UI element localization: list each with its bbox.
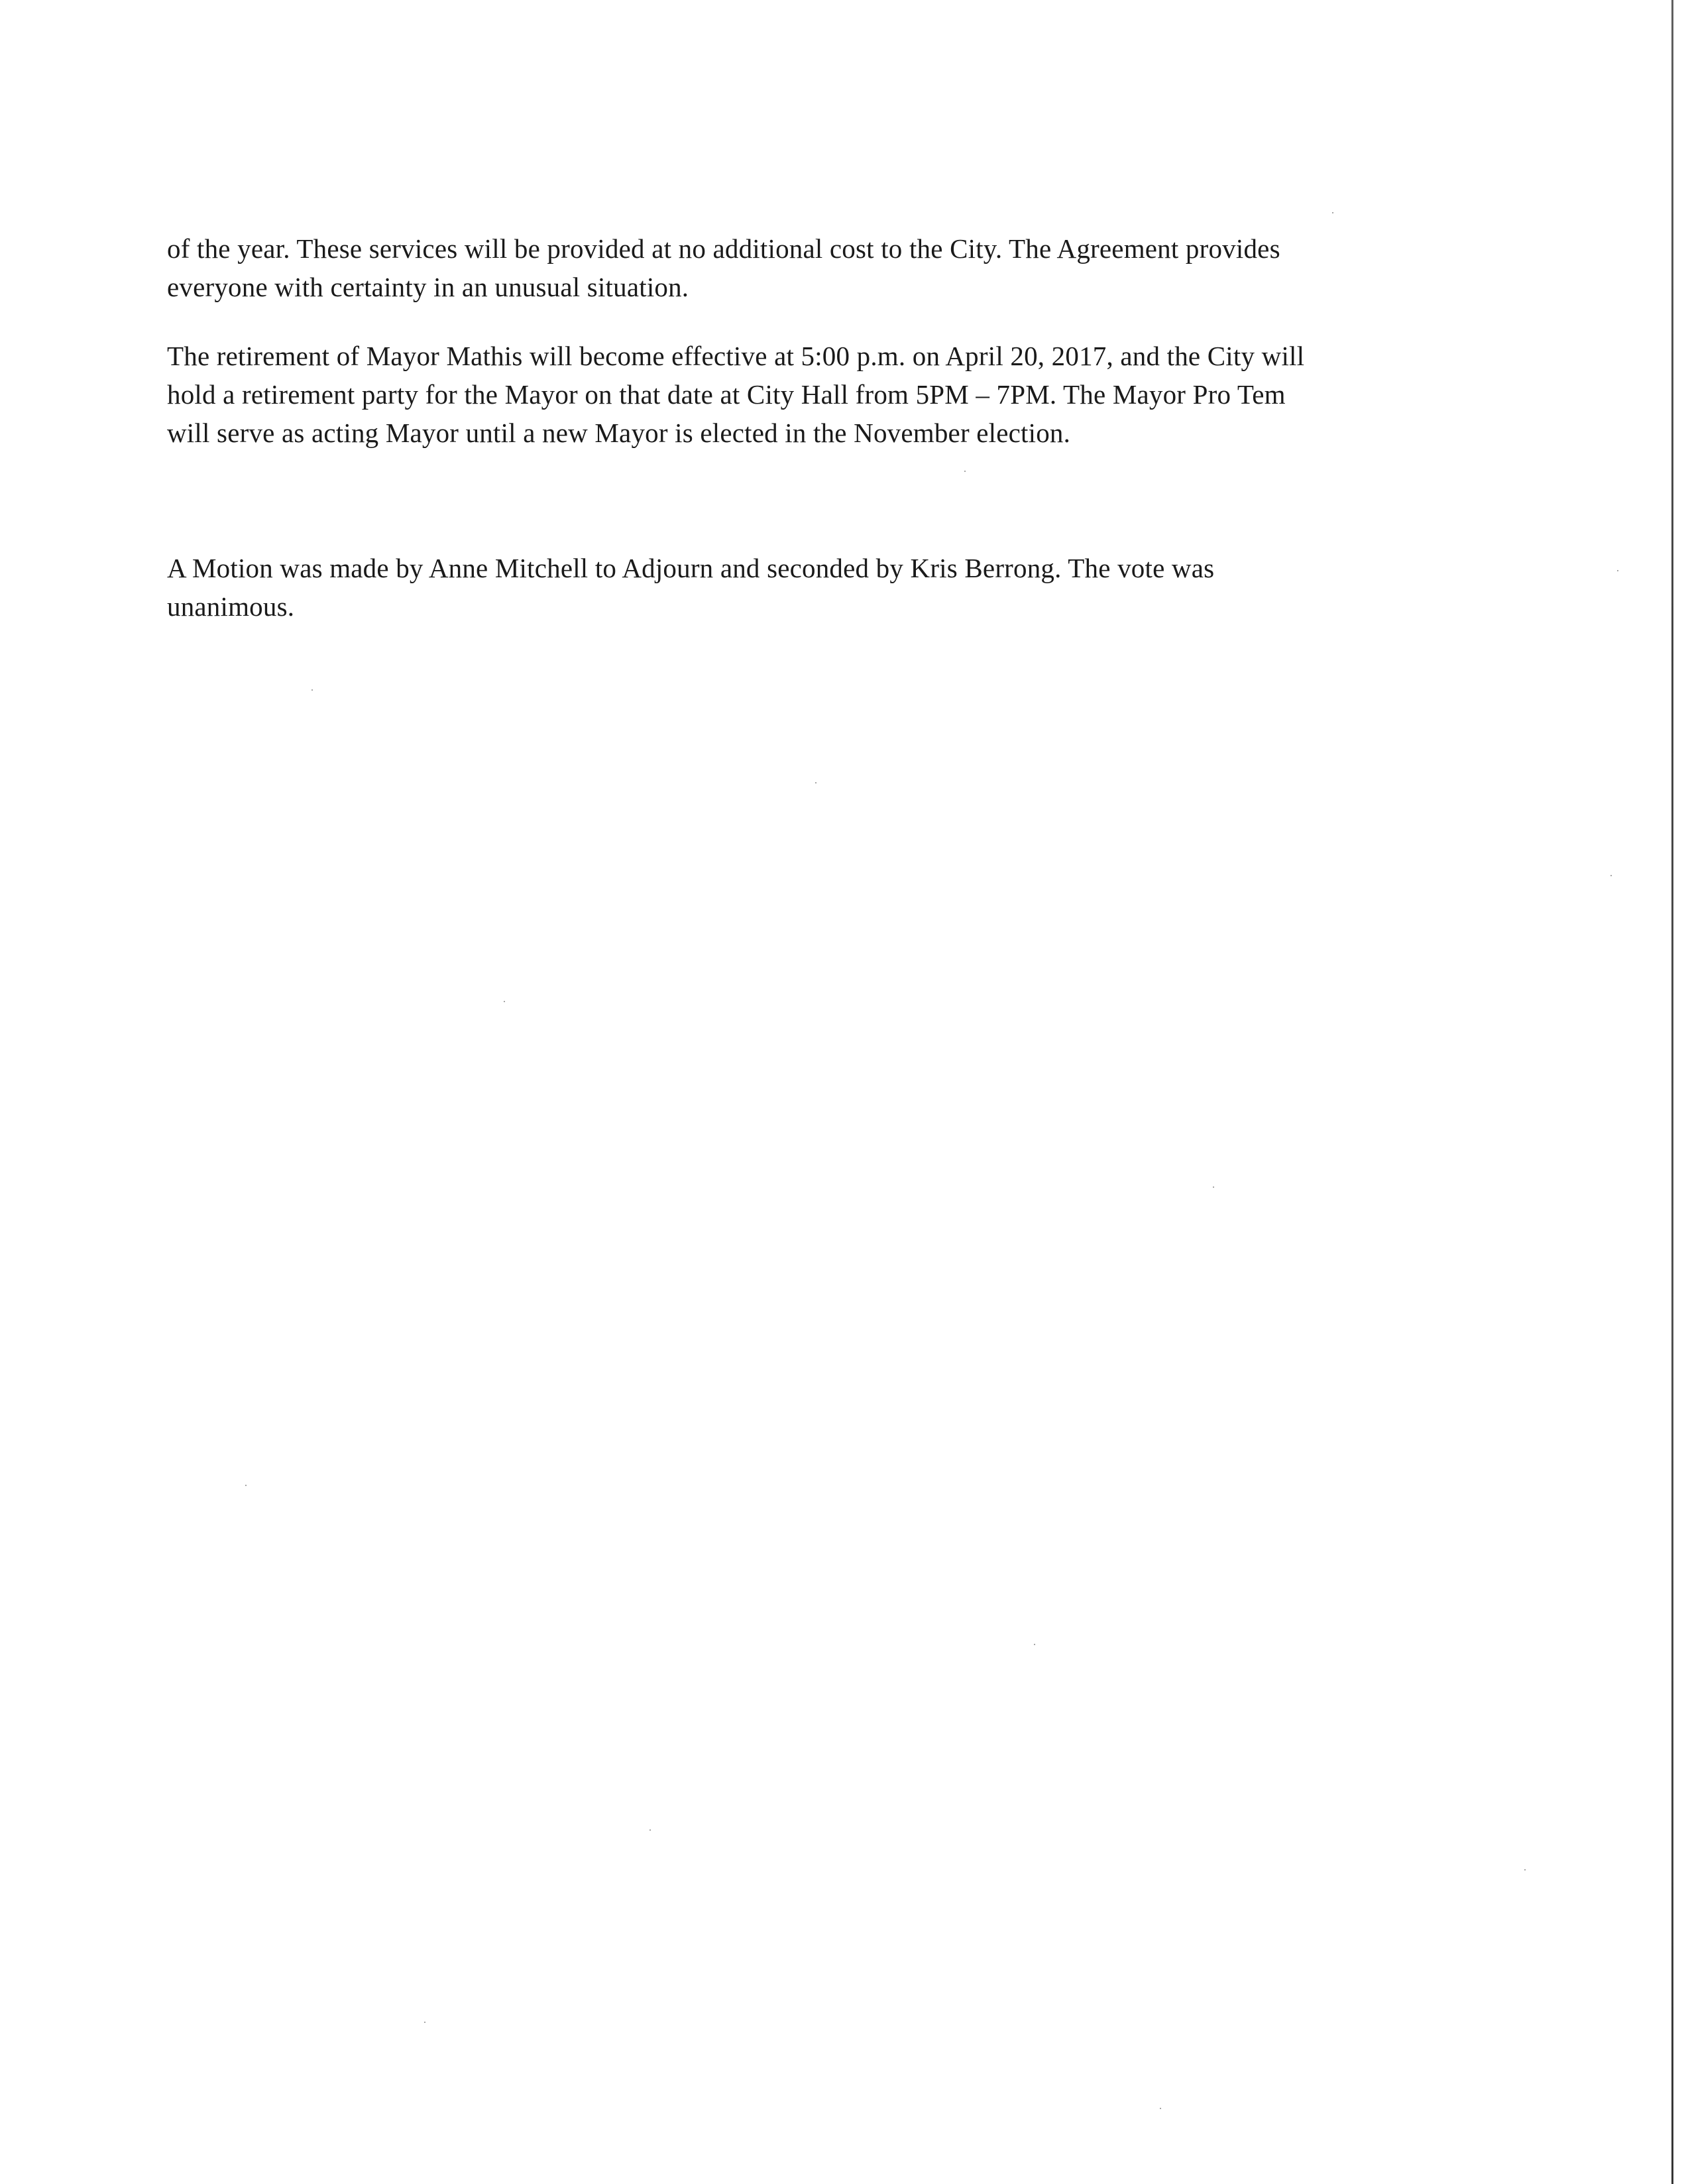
paragraph-line: hold a retirement party for the Mayor on that date at City Hall from 5PM – 7PM. The Mayor Pro Tem: [167, 379, 1286, 410]
paragraph-mayor-retirement: [167, 337, 1426, 452]
paragraph-line: everyone with certainty in an unusual situation.: [167, 272, 689, 302]
paragraph-line: unanimous.: [167, 591, 295, 622]
paragraph-adjourn-motion: [167, 549, 1426, 626]
paragraph-services-agreement: [167, 229, 1426, 306]
paragraph-line: of the year. These services will be provided at no additional cost to the City. The Agreement provides: [167, 233, 1280, 264]
scan-edge-line: [1671, 0, 1673, 2184]
paragraph-line: will serve as acting Mayor until a new Mayor is elected in the November election.: [167, 418, 1071, 448]
paragraph-line: The retirement of Mayor Mathis will become effective at 5:00 p.m. on April 20, 2017, and the City will: [167, 341, 1305, 371]
paragraph-line: A Motion was made by Anne Mitchell to Adjourn and seconded by Kris Berrong. The vote was: [167, 553, 1215, 583]
